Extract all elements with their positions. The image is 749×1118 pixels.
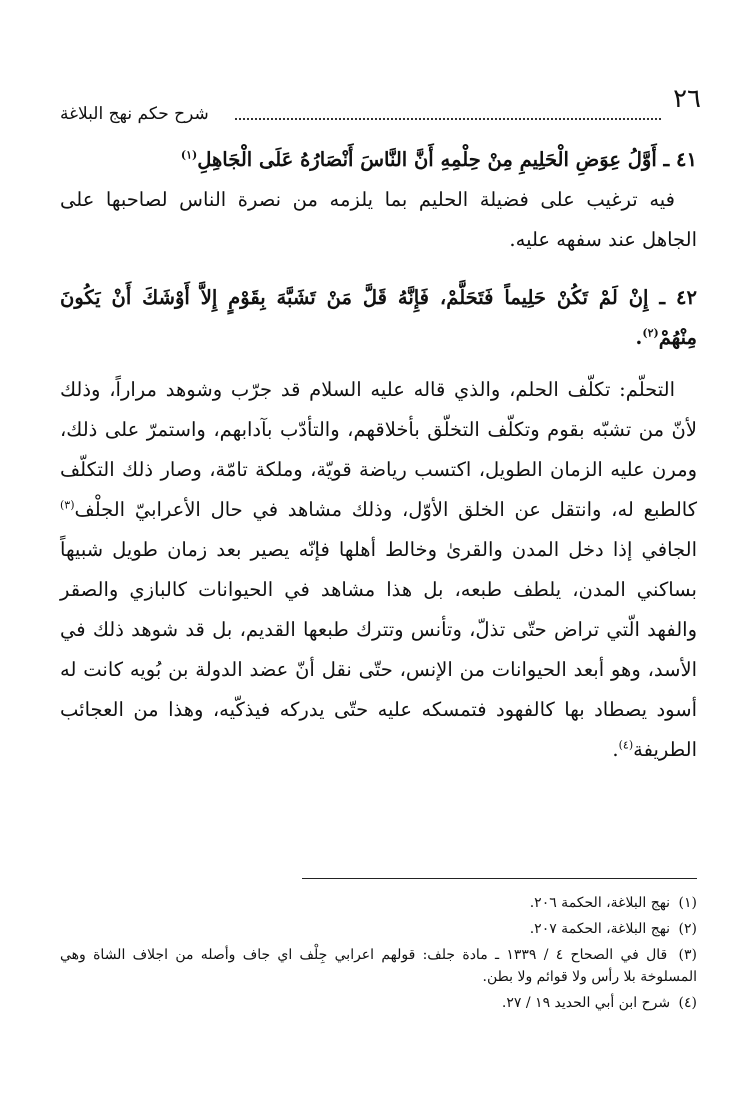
page-header: [60, 84, 701, 124]
footnotes: [60, 878, 697, 1014]
footnote-text: نهج البلاغة، الحكمة ٢٠٧.: [529, 921, 671, 937]
footnote-ref-1[interactable]: (١): [180, 148, 198, 162]
saying-41-text: ٤١ ـ أَوَّلُ عِوَضِ الْحَلِيمِ مِنْ حِلْمِهِ أَنَّ النَّاسَ أَنْصَارُهُ عَلَى الْجَاهِلِ: [197, 148, 697, 171]
running-title: شرح حكم نهج البلاغة: [60, 104, 209, 124]
commentary-end: .: [612, 738, 619, 761]
saying-41-commentary: فيه ترغيب على فضيلة الحليم بما يلزمه من نصرة الناس لصاحبها على الجاهل عند سفهه عليه.: [60, 188, 697, 251]
saying-42-text: ٤٢ ـ إِنْ لَمْ تَكُنْ حَلِيماً فَتَحَلَّمْ، فَإِنَّهُ قَلَّ مَنْ تَشَبَّهَ بِقَوْمٍ إِلاَّ أَوْشَكَ أَنْ يَكُونَ مِنْهُمْ: [60, 286, 697, 349]
footnote-number: (١): [678, 895, 697, 911]
footnote-number: (٢): [678, 921, 697, 937]
footnote-item: [60, 944, 697, 988]
saying-41-heading: [60, 140, 697, 180]
footnote-ref-4[interactable]: (٤): [618, 738, 634, 752]
footnote-item: [60, 892, 697, 914]
saying-42-end: .: [635, 326, 643, 349]
footnote-number: (٣): [678, 947, 698, 963]
saying-42-commentary: [60, 370, 697, 770]
footnote-text: شرح ابن أبي الحديد ١٩ / ٢٧.: [501, 995, 671, 1011]
footnote-item: [60, 992, 697, 1014]
main-text: [60, 140, 697, 770]
footnote-text: قال في الصحاح ٤ / ١٣٣٩ ـ مادة جلف: قولهم اعرابي جِلْف اي جاف وأصله من اجلاف الشاة وهي المسلوخة بلا رأس ولا قوائم ولا بطن.: [60, 947, 697, 985]
commentary-part-2: الجافي إذا دخل المدن والقرىٰ وخالط أهلها فإنّه يصير بعد زمان طويل شبيهاً بساكني المدن، يلطف طبعه، بل هذا مشاهد في الحيوانات كالبازي والصقر والفهد الّتي تراض حتّى تذلّ، وتأنس وتترك طبعها القديم، بل قد شوهد ذلك في الأسد، وهو أبعد الحيوانات من الإنس، حتّى نقل أنّ عضد الدولة بن بُويه كانت له أسود يصطاد بها كالفهود فتمسكه عليه حتّى يدركه فيذكّيه، وهذا من العجائب الطريفة: [60, 538, 697, 761]
saying-42-heading: [60, 278, 697, 358]
footnote-number: (٤): [678, 995, 697, 1011]
page-number: ٢٦: [673, 84, 701, 114]
footnote-text: نهج البلاغة، الحكمة ٢٠٦.: [529, 895, 671, 911]
footnote-ref-3[interactable]: (٣): [60, 498, 75, 512]
footnote-item: [60, 918, 697, 940]
commentary-part-1: التحلّم: تكلّف الحلم، والذي قاله عليه السلام قد جرّب وشوهد مراراً، وذلك لأنّ من تشبّه بقوم وتكلّف التخلّق بأخلاقهم، والتأدّب بآدابهم، واستمرّ على ذلك، ومرن عليه الزمان الطويل، اكتسب رياضة قويّة، وملكة تامّة، وصار ذلك التكلّف كالطبع له، وانتقل عن الخلق الأوّل، وذلك مشاهد في حال الأعرابيّ الجلْف: [60, 378, 697, 521]
header-dot-leader: [235, 118, 661, 120]
footnote-ref-2[interactable]: (٢): [642, 326, 659, 340]
